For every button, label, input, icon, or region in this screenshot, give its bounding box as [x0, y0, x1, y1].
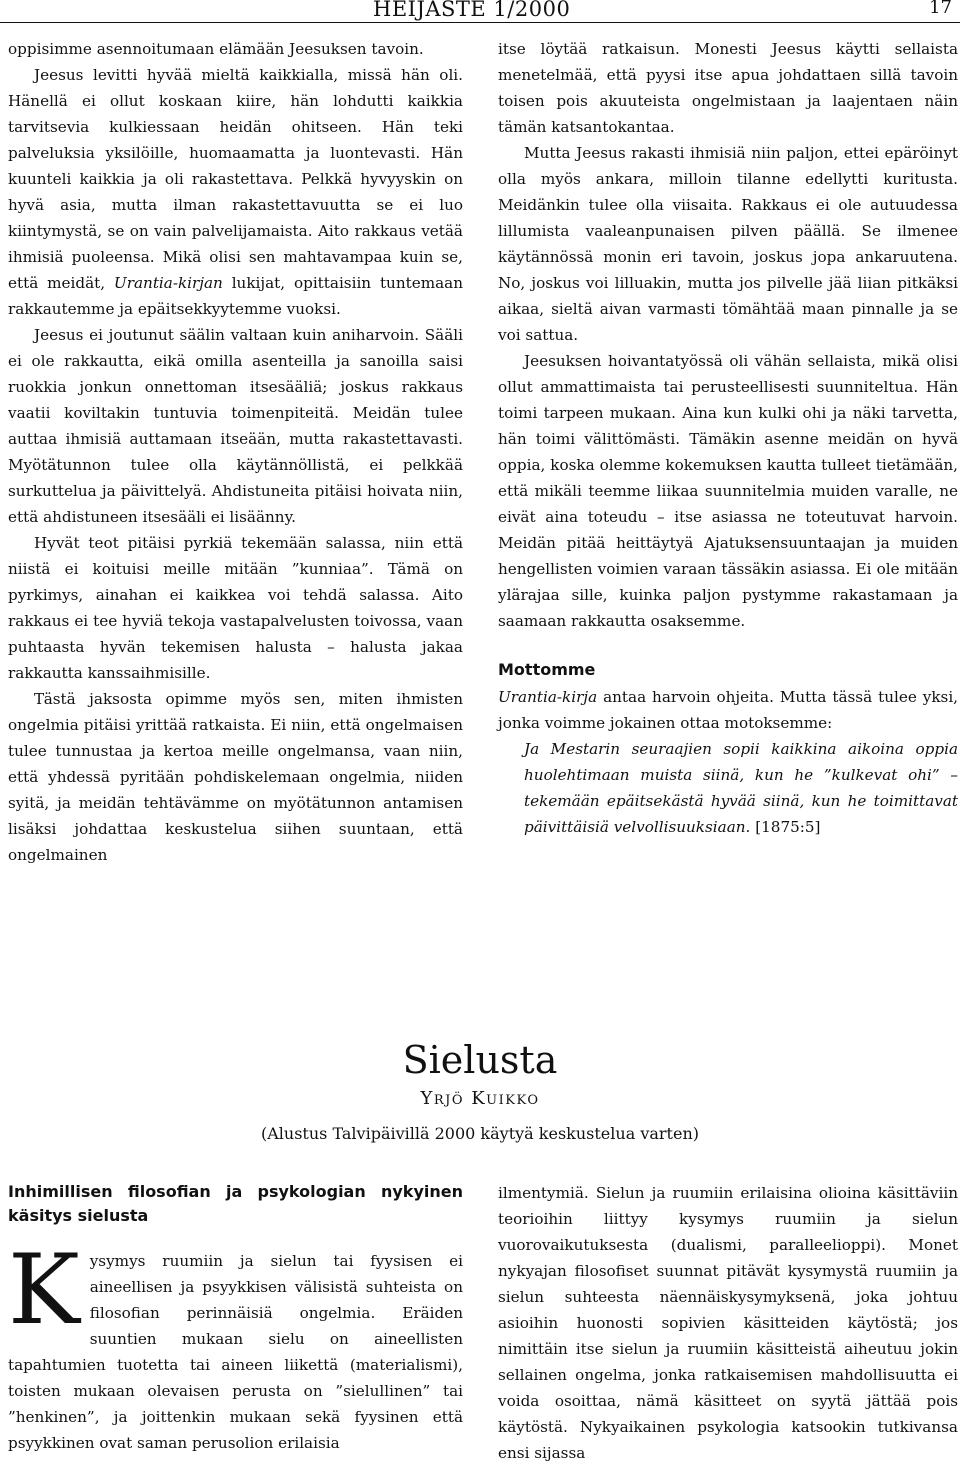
page-number: 17	[929, 0, 952, 18]
article-author: Yrjö Kuikko	[420, 1088, 540, 1109]
quote-reference: [1875:5]	[750, 818, 821, 836]
article-subtitle: (Alustus Talvipäivillä 2000 käytyä keskustelua varten)	[261, 1124, 699, 1143]
section-heading: Mottomme	[498, 660, 596, 679]
paragraph: Hyvät teot pitäisi pyrkiä tekemään salassa, niin että niistä ei koituisi meille mitään ”kunniaa”. Tämä on pyrkimys, ainahan ei kaikkea voi tehdä salassa. Aito rakkaus ei tee hyviä tekoja vastapalvelusten toivossa, vaan puhtaasta hyvän tekemisen halusta – halusta jakaa rakkautta kanssaihmisille.	[8, 534, 463, 682]
column-3	[8, 1180, 463, 1456]
drop-cap: K	[8, 1234, 80, 1346]
paragraph: Urantia-kirja antaa harvoin ohjeita. Mutta tässä tulee yksi, jonka voimme jokainen ottaa motoksemme:	[498, 688, 958, 732]
block-quote: Ja Mestarin seuraajien sopii kaikkina aikoina oppia huolehtimaan muista siinä, kun he ”kulkevat ohi” – tekemään epäitsekästä hyvää siinä, kun he toimittavat päivittäisiä velvollisuuksiaan. [1875:5]	[524, 740, 958, 836]
article-title: Sielusta	[402, 1038, 558, 1082]
paragraph: Jeesuksen hoivantatyössä oli vähän sellaista, mikä olisi ollut ammattimaista tai perusteellisesti suunniteltua. Hän toimi tarpeen mukaan. Aina kun kulki ohi ja näki tarvetta, hän toimi välittömästi. Tämäkin asenne meidän on hyvä oppia, koska olemme kokemuksen kautta tulleet tietämään, että mikäli teemme liikaa suunnitelmia muiden varalle, ne eivät aina toteudu – itse asiassa ne toteutuvat harvoin. Meidän pitää heittäytyä Ajatuksensuuntaajan ja muiden hengellisten voimien varaan tässäkin asiassa. Ei ole mitään ylärajaa sille, kuinka paljon pystymme rakastamaan ja saamaan rakkautta osaksemme.	[498, 352, 958, 630]
page-header	[0, 0, 960, 23]
column-2	[498, 36, 958, 840]
paragraph: itse löytää ratkaisun. Monesti Jeesus käytti sellaista menetelmää, että pyysi itse apua johdattaen sillä tavoin toisen pois akuuteista ongelmistaan ja laajentaen näin tämän katsantokantaa.	[498, 40, 958, 136]
paragraph: oppisimme asennoitumaan elämään Jeesuksen tavoin.	[8, 40, 424, 58]
paragraph: ilmentymiä. Sielun ja ruumiin erilaisina olioina käsittäviin teorioihin liittyy kysymys ruumiin ja sielun vuorovaikutuksesta (dualismi, paralleelioppi). Monet nykyajan filosofiset suunnat pitävät kysymystä ruumiin ja sielun suhteesta näennäiskysymyksenä, joka johtuu asioihin huonosti sopivien käsitteiden käytöstä; jos nimittäin itse sielun ja ruumiin käsitteistä aiheutuu jokin sellainen ongelma, jonka ratkaisemisen mahdollisuutta ei voida osoittaa, nämä käsitteet on syytä jättää pois käytöstä. Nykyaikainen psykologia katsookin tutkivansa ensi sijassa	[498, 1184, 958, 1462]
journal-title: HEIJASTE 1/2000	[373, 0, 571, 21]
book-title: Urantia-kirjan	[113, 274, 223, 292]
paragraph: Tästä jaksosta opimme myös sen, miten ihmisten ongelmia pitäisi yrittää ratkaista. Ei niin, että ongelmaisen tulee tunnustaa ja kertoa meille ongelmansa, vaan niin, että yhdessä pyritään pohdiskelemaan ongelmia, niiden syitä, ja meidän tehtävämme on myötätunnon antamisen lisäksi johdattaa keskustelua siihen suuntaan, että ongelmainen	[8, 690, 463, 864]
book-title: Urantia-kirja	[498, 688, 598, 706]
paragraph: Jeesus ei joutunut säälin valtaan kuin aniharvoin. Sääli ei ole rakkautta, eikä omilla asenteilla ja sanoilla saisi ruokkia jonkun onnettoman itsesääliä; joskus rakkaus vaatii koviltakin tuntuvia toimenpiteitä. Meidän tulee auttaa ihmisiä auttamaan itseään, mutta rakastettavasti. Myötätunnon tulee olla käytännöllistä, ei pelkkää surkuttelua ja päivittelyä. Ahdistuneita pitäisi hoivata niin, että ahdistuneen itsesääli ei lisäänny.	[8, 326, 463, 526]
column-1	[8, 36, 463, 868]
paragraph: Jeesus levitti hyvää mieltä kaikkialla, missä hän oli. Hänellä ei ollut koskaan kiire, hän lohdutti kaikkia tarvitsevia kulkiessaan heidän ohitseen. Hän teki palveluksia yksilöille, huomaamatta ja luontevasti. Hän kuunteli kaikkia ja oli rakastettava. Pelkkä hyvyyskin on hyvä asia, mutta ilman rakastettavuutta se ei luo kiintymystä, se on vain palvelijamaista. Aito rakkaus vetää ihmisiä puoleensa. Mikä olisi sen mahtavampaa kuin se, että meidät, Urantia-kirjan lukijat, opittaisiin tuntemaan rakkautemme ja epäitsekkyytemme vuoksi.	[8, 66, 463, 318]
paragraph: Mutta Jeesus rakasti ihmisiä niin paljon, ettei epäröinyt olla myös ankara, milloin tilanne edellytti kuritusta. Meidänkin tulee olla viisaita. Rakkaus ei ole autuudessa lillumista vaaleanpunaisen pilven päällä. Se ilmenee käytännössä monin eri tavoin, joskus jopa ankaruutena. No, joskus voi lilluakin, mutta jos pilvelle jää liian pitkäksi aikaa, sieltä aivan varmasti tömähtää maan pinnalle ja se voi sattua.	[498, 144, 958, 344]
section-heading: Inhimillisen filosofian ja psykologian nykyinen käsitys sielusta	[8, 1182, 463, 1225]
paragraph: Kysymys ruumiin ja sielun tai fyysisen ei aineellisen ja psyykkisen välisistä suhteista on filosofian perinnäisiä ongelmia. Eräiden suuntien mukaan sielu on aineellisten tapahtumien tuotetta tai aineen liikettä (materialismi), toisten mukaan olevaisen perusta on ”sielullinen” tai ”henkinen”, ja joittenkin mukaan sekä fyysinen että psyykkinen ovat saman perusolion erilaisia	[8, 1234, 463, 1452]
column-4	[498, 1180, 958, 1466]
